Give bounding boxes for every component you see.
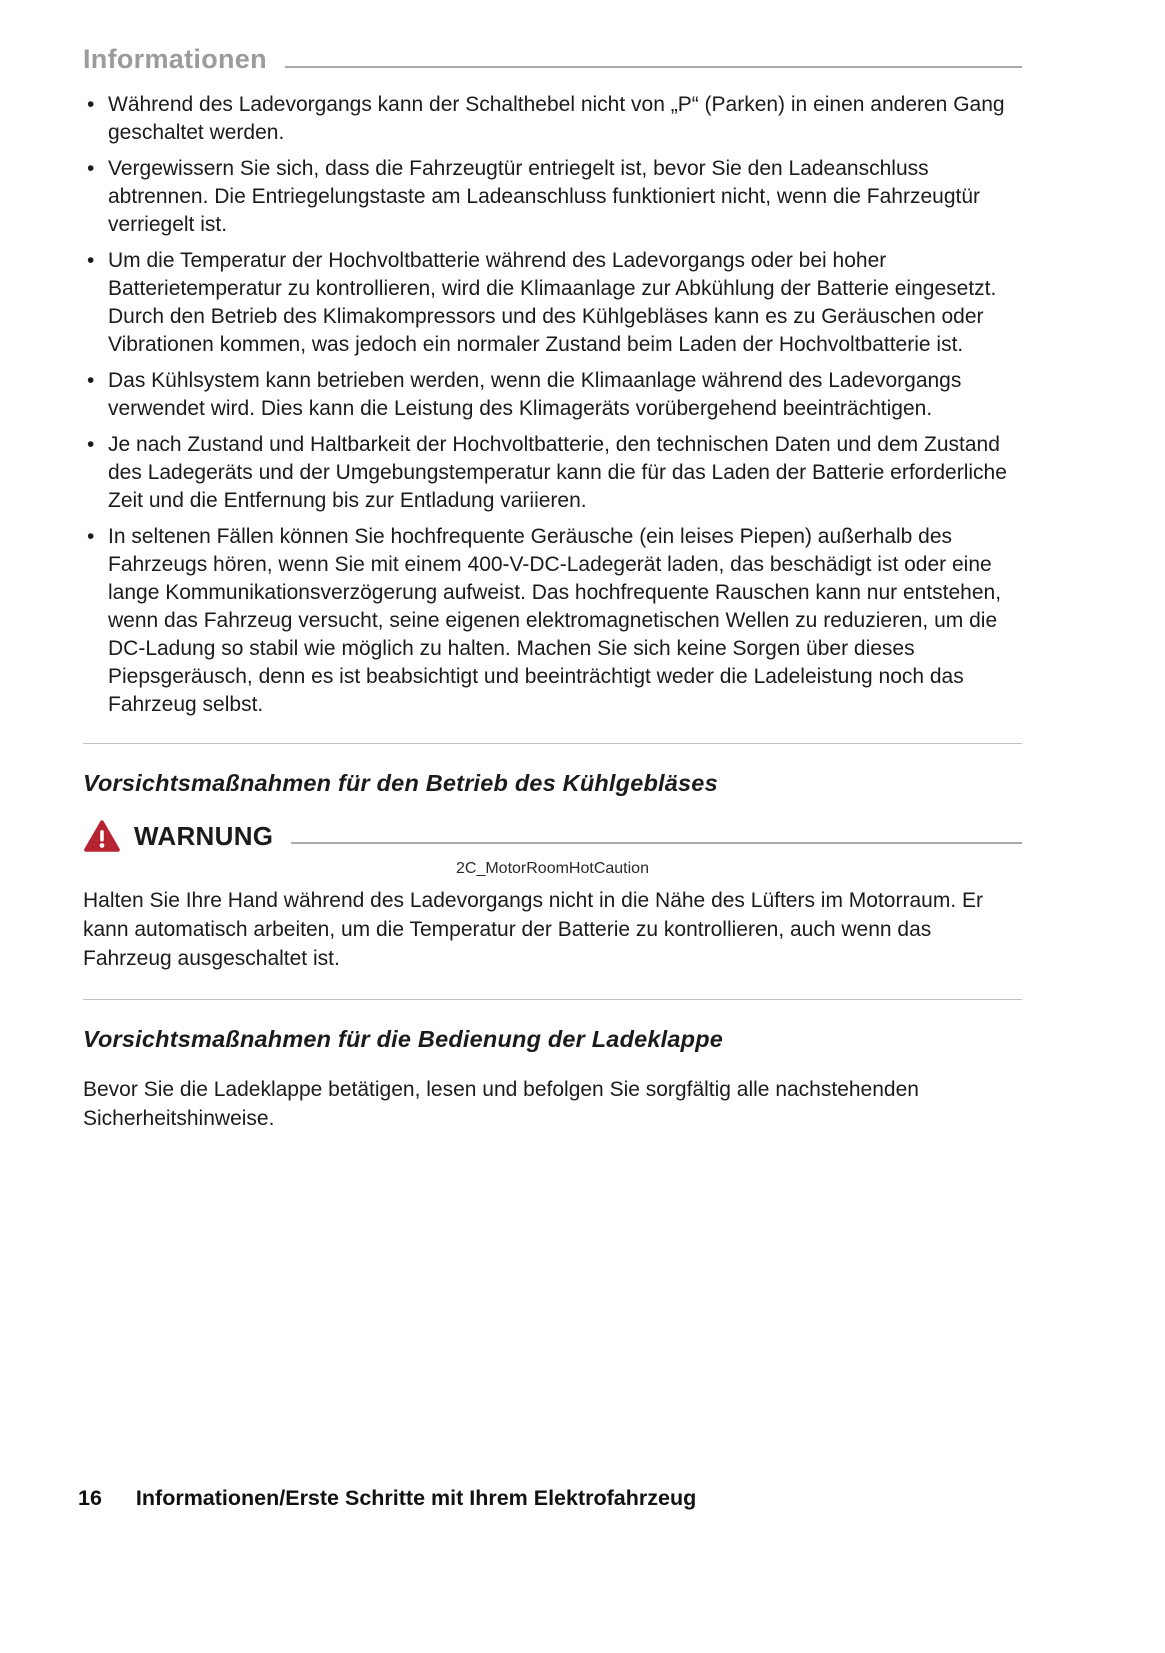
warning-rule-divider [291, 842, 1022, 844]
page-footer [78, 1486, 1022, 1511]
section-title-charging-door: Vorsichtsmaßnahmen für die Bedienung der Ladeklappe [83, 1026, 724, 1052]
page-header [83, 44, 1022, 75]
list-item: • Vergewissern Sie sich, dass die Fahrzeugtür entriegelt ist, bevor Sie den Ladeanschluss abtrennen. Die Entriegelungstaste am Ladeanschluss funktioniert nicht, wenn die Fahrzeugtür verriegelt ist. [83, 155, 1022, 239]
section-divider [83, 999, 1022, 1000]
list-item: • In seltenen Fällen können Sie hochfrequente Geräusche (ein leises Piepen) außerhalb des Fahrzeugs hören, wenn Sie mit einem 400-V-DC-Ladegerät laden, das beschädigt ist oder eine lange Kommunikationsverzögerung aufweist. Das hochfrequente Rauschen kann nur entstehen, wenn das Fahrzeug versucht, seine eigenen elektromagnetischen Wellen zu reduzieren, um die DC-Ladung so stabil wie möglich zu halten. Machen Sie sich keine Sorgen über dieses Piepsgeräusch, denn es ist beabsichtigt und beeinträchtigt weder die Ladeleistung noch das Fahrzeug selbst. [83, 523, 1022, 719]
warning-label: WARNUNG [134, 821, 274, 851]
bullet-list [83, 91, 1022, 719]
page-title: Informationen [83, 44, 267, 74]
page-content [83, 44, 1022, 1486]
header-rule-divider [285, 66, 1022, 68]
list-item: • Je nach Zustand und Haltbarkeit der Hochvoltbatterie, den technischen Daten und dem Zustand des Ladegeräts und der Umgebungstemperatur kann die für das Laden der Batterie erforderliche Zeit und die Entfernung bis zur Entladung variieren. [83, 431, 1022, 515]
warning-header [83, 819, 1022, 854]
warning-text: Halten Sie Ihre Hand während des Ladevorgangs nicht in die Nähe des Lüfters im Motorraum. Er kann automatisch arbeiten, um die Temperatur der Batterie zu kontrollieren, auch wenn das Fahrzeug ausgeschaltet ist. [83, 889, 983, 970]
figure-caption: 2C_MotorRoomHotCaution [456, 860, 649, 877]
section-title-cooling-fan: Vorsichtsmaßnahmen für den Betrieb des Kühlgebläses [83, 770, 718, 796]
footer-title: Informationen/Erste Schritte mit Ihrem Elektrofahrzeug [135, 1486, 697, 1510]
warning-triangle-icon [83, 819, 121, 854]
section-divider [83, 743, 1022, 744]
page-number: 16 [78, 1486, 102, 1510]
list-item: • Das Kühlsystem kann betrieben werden, wenn die Klimaanlage während des Ladevorgangs verwendet wird. Dies kann die Leistung des Klimageräts vorübergehend beeinträchtigen. [83, 367, 1022, 423]
list-item: • Um die Temperatur der Hochvoltbatterie während des Ladevorgangs oder bei hoher Batterietemperatur zu kontrollieren, wird die Klimaanlage zur Abkühlung der Batterie eingesetzt. Durch den Betrieb des Klimakompressors und des Kühlgebläses kann es zu Geräuschen oder Vibrationen kommen, was jedoch ein normaler Zustand beim Laden der Hochvoltbatterie ist. [83, 247, 1022, 359]
section-text: Bevor Sie die Ladeklappe betätigen, lesen und befolgen Sie sorgfältig alle nachstehenden Sicherheitshinweise. [83, 1078, 919, 1130]
list-item: • Während des Ladevorgangs kann der Schalthebel nicht von „P“ (Parken) in einen anderen Gang geschaltet werden. [83, 91, 1022, 147]
